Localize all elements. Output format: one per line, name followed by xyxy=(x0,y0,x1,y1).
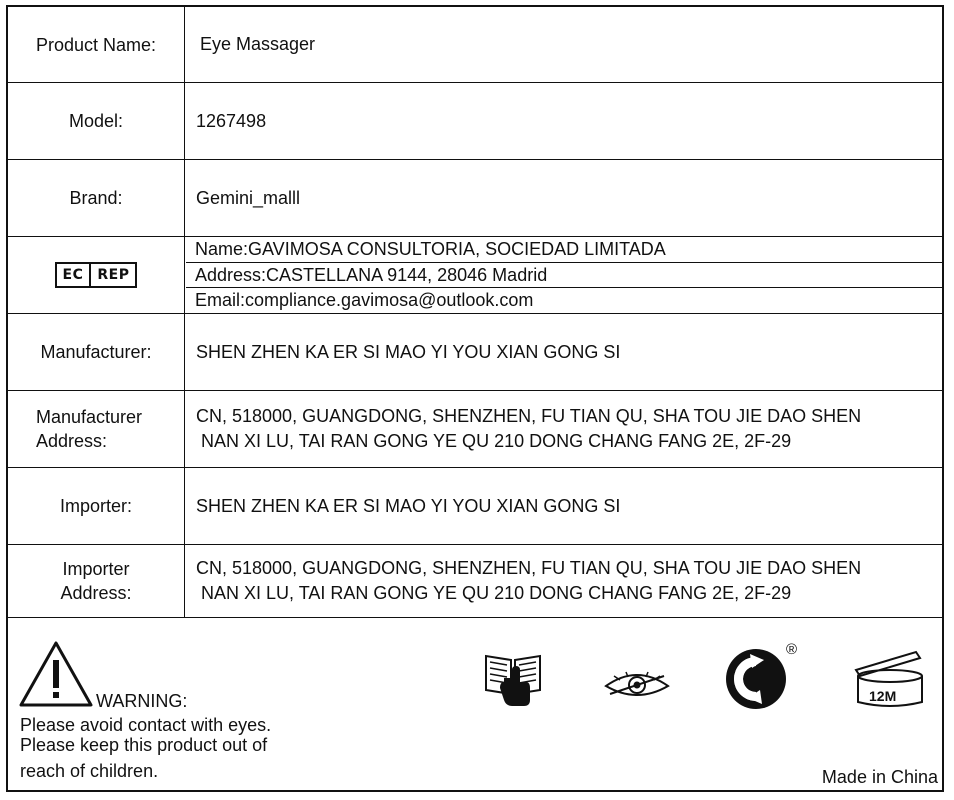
pao-label: 12M xyxy=(869,688,897,704)
importer-address-value xyxy=(186,545,942,617)
manufacturer-address-label-line2: Address: xyxy=(36,431,108,451)
row-manufacturer xyxy=(8,314,942,391)
row-importer xyxy=(8,468,942,545)
ec-rep-email: Email:compliance.gavimosa@outlook.com xyxy=(195,290,534,310)
ec-rep-address: Address:CASTELLANA 9144, 28046 Madrid xyxy=(186,263,942,289)
brand-value: Gemini_malll xyxy=(196,187,301,208)
importer-address-label-line2: Address: xyxy=(60,583,132,603)
product-name-label: Product Name: xyxy=(8,7,185,82)
manufacturer-address-line1: CN, 518000, GUANGDONG, SHENZHEN, FU TIAN QU, SHA TOU JIE DAO SHEN xyxy=(196,406,862,426)
importer-address-line1: CN, 518000, GUANGDONG, SHENZHEN, FU TIAN QU, SHA TOU JIE DAO SHEN xyxy=(196,558,862,578)
model-value: 1267498 xyxy=(196,110,267,131)
ec-rep-details xyxy=(186,237,942,313)
manufacturer-label: Manufacturer: xyxy=(8,314,185,390)
warning-triangle-icon xyxy=(18,640,94,708)
importer-address-label-line1: Importer xyxy=(62,559,130,579)
ec-badge-text: EC xyxy=(62,267,84,283)
manufacturer-value: SHEN ZHEN KA ER SI MAO YI YOU XIAN GONG SI xyxy=(196,341,621,362)
row-product-name xyxy=(8,7,942,83)
rep-badge-text: REP xyxy=(89,264,135,286)
warning-title: WARNING: xyxy=(96,691,188,711)
ec-rep-badge xyxy=(55,262,138,288)
registered-mark: ® xyxy=(786,641,798,658)
row-brand xyxy=(8,160,942,237)
eye-icon xyxy=(604,670,670,700)
brand-label: Brand: xyxy=(8,160,185,236)
warning-line-2: Please keep this product out of xyxy=(20,735,268,755)
product-name-value: Eye Massager xyxy=(200,34,316,54)
manufacturer-address-label-line1: Manufacturer xyxy=(36,407,143,427)
manufacturer-address-value xyxy=(186,391,942,467)
manufacturer-address-label xyxy=(8,391,185,467)
row-model xyxy=(8,83,942,160)
warning-and-symbols-section xyxy=(8,618,942,790)
ec-rep-symbol-cell xyxy=(8,237,185,313)
manufacturer-address-line2: NAN XI LU, TAI RAN GONG YE QU 210 DONG CHANG FANG 2E, 2F-29 xyxy=(201,431,792,451)
warning-line-1: Please avoid contact with eyes. xyxy=(20,715,272,735)
made-in-label: Made in China xyxy=(821,767,938,787)
importer-address-line2: NAN XI LU, TAI RAN GONG YE QU 210 DONG CHANG FANG 2E, 2F-29 xyxy=(201,583,792,603)
importer-value: SHEN ZHEN KA ER SI MAO YI YOU XIAN GONG SI xyxy=(196,495,621,516)
model-label: Model: xyxy=(8,83,185,159)
ec-rep-name: Name:GAVIMOSA CONSULTORIA, SOCIEDAD LIMITADA xyxy=(186,237,942,263)
importer-address-label xyxy=(8,545,185,617)
row-ec-rep xyxy=(8,237,942,314)
product-label-sheet xyxy=(6,5,944,792)
row-importer-address xyxy=(8,545,942,618)
green-dot-recycle-icon xyxy=(724,646,794,710)
warning-line-3: reach of children. xyxy=(20,761,159,781)
row-manufacturer-address xyxy=(8,391,942,468)
read-manual-icon xyxy=(482,648,544,710)
importer-label: Importer: xyxy=(8,468,185,544)
